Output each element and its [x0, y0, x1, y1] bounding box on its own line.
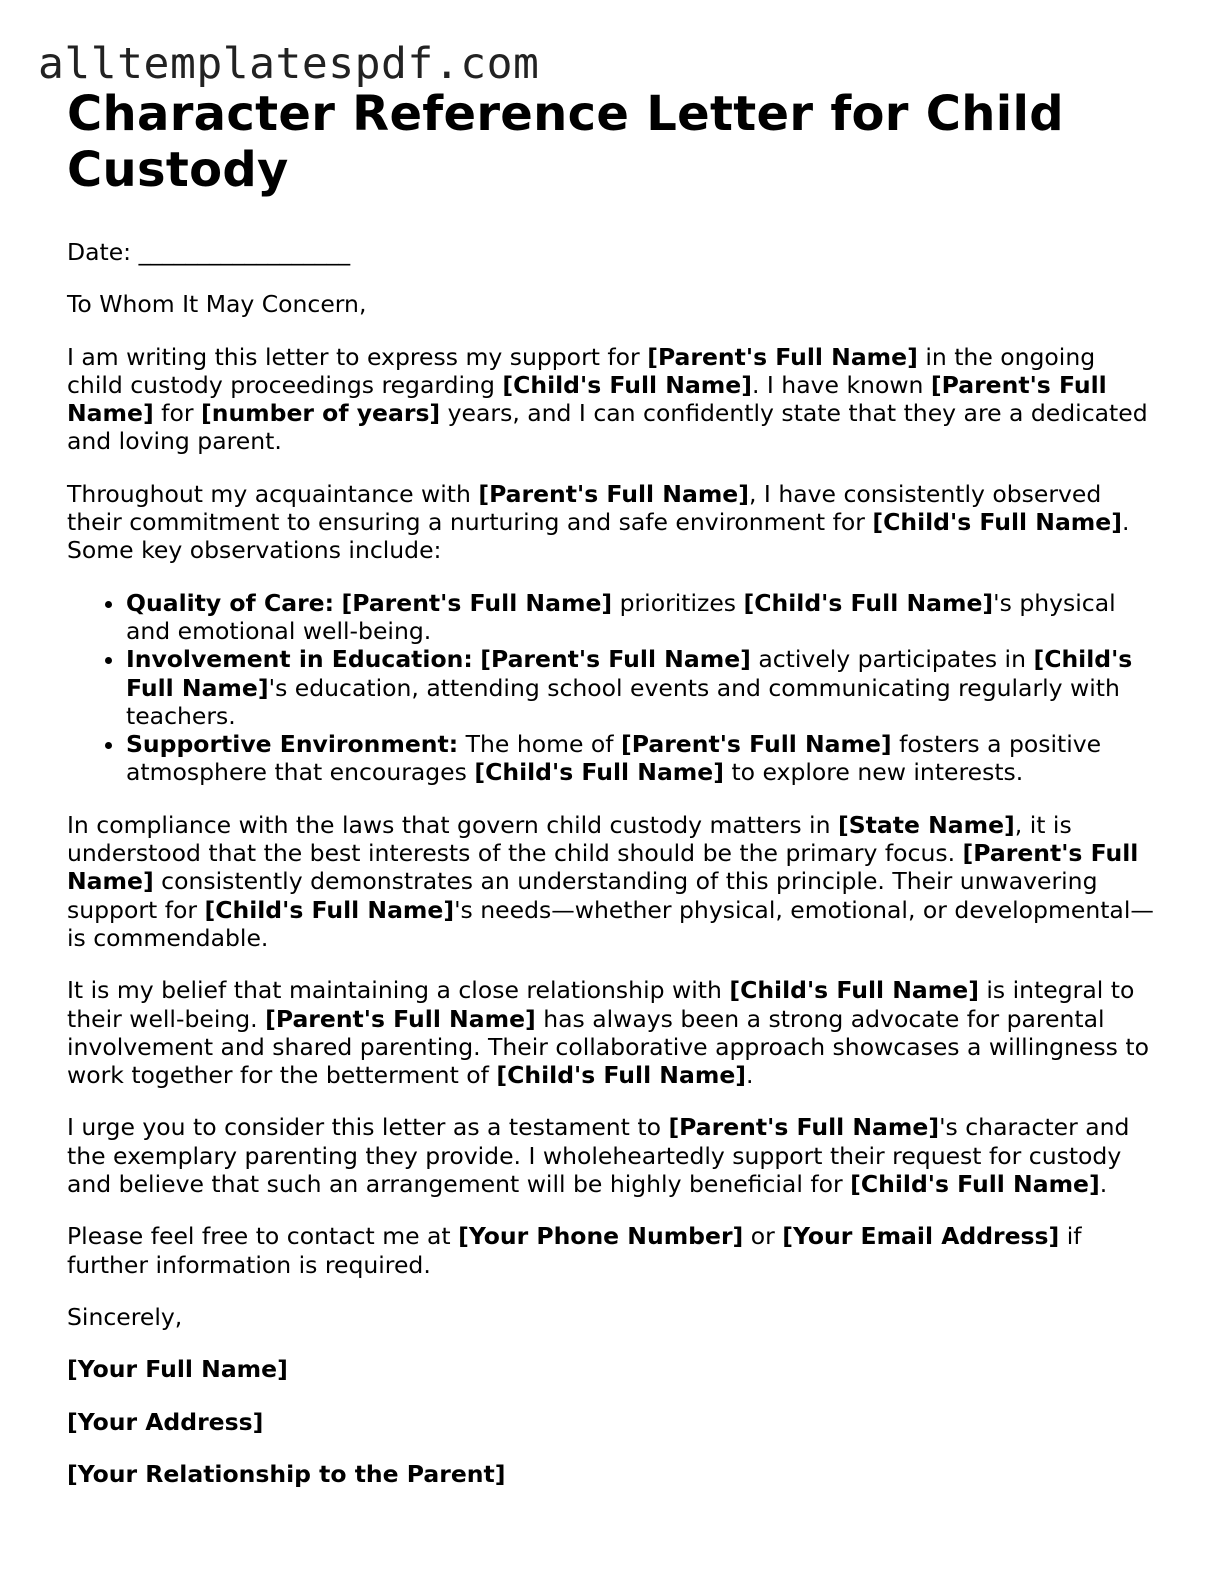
state-placeholder: [State Name] [837, 810, 1015, 839]
signature-relationship: [Your Relationship to the Parent] [67, 1459, 506, 1488]
date-line [67, 238, 1157, 266]
watermark-text: alltemplatespdf.com [38, 39, 540, 89]
parent-name-placeholder: [Parent's Full Name] [647, 342, 918, 371]
signature-name: [Your Full Name] [67, 1355, 288, 1384]
email-placeholder: [Your Email Address] [782, 1222, 1060, 1251]
list-item: • Involvement in Education: [Parent's Full Name] actively participates in [Child's Full Name]'s education, attending school events and communicating regularly with teachers. [126, 645, 1157, 730]
page-title: Character Reference Letter for Child Custody [67, 86, 1064, 198]
years-placeholder: [number of years] [200, 399, 441, 428]
paragraph-intro: I am writing this letter to express my support for [Parent's Full Name] in the ongoing child custody proceedings regarding [Child's Full Name]. I have known [Parent's Full Name] for [number of years] years, and I can confidently state that they are a dedicated and loving parent. [67, 342, 1148, 456]
signature-address: [Your Address] [67, 1407, 264, 1436]
bullet-heading: Involvement in Education: [126, 645, 473, 674]
paragraph-relationship: It is my belief that maintaining a close relationship with [Child's Full Name] is integral to their well-being. [Parent's Full Name] has always been a strong advocate for parental involvement and shared parenting. Their collaborative approach showcases a willingness to work together for the betterment of [Child's Full Name]. [67, 976, 1149, 1090]
date-blank: __________________ [138, 238, 351, 266]
parent-name-placeholder: [Parent's Full Name] [67, 370, 1107, 428]
paragraph-compliance: In compliance with the laws that govern child custody matters in [State Name], it is understood that the best interests of the child should be the primary focus. [Parent's Full Name] consistently demonstrates an understanding of this principle. Their unwavering support for [Child's Full Name]'s needs—whether physical, emotional, or developmental—is commendable. [67, 810, 1154, 952]
list-item: • Supportive Environment: The home of [Parent's Full Name] fosters a positive atmosphere that encourages [Child's Full Name] to explore new interests. [126, 730, 1157, 787]
salutation: To Whom It May Concern, [67, 290, 367, 319]
bullet-heading: Supportive Environment: [126, 730, 459, 759]
bullet-heading: Quality of Care: [126, 588, 334, 617]
list-item: • Quality of Care: [Parent's Full Name] prioritizes [Child's Full Name]'s physical and emotional well-being. [126, 589, 1157, 646]
parent-name-placeholder: [Parent's Full Name] [478, 479, 749, 508]
paragraph-testament: I urge you to consider this letter as a testament to [Parent's Full Name]'s character and the exemplary parenting they provide. I wholeheartedly support their request for custody and believe that such an arrangement will be highly beneficial for [Child's Full Name]. [67, 1113, 1130, 1199]
child-name-placeholder: [Child's Full Name] [502, 370, 752, 399]
child-name-placeholder: [Child's Full Name] [872, 508, 1122, 537]
paragraph-contact: Please feel free to contact me at [Your Phone Number] or [Your Email Address] if further information is required. [67, 1222, 1082, 1279]
observations-list [67, 589, 1157, 787]
closing: Sincerely, [67, 1302, 183, 1331]
date-label: Date: [67, 238, 132, 266]
letter-document [67, 86, 1157, 1488]
paragraph-observations: Throughout my acquaintance with [Parent's Full Name], I have consistently observed their commitment to ensuring a nurturing and safe environment for [Child's Full Name]. Some key observations include: [67, 479, 1130, 565]
phone-placeholder: [Your Phone Number] [458, 1222, 744, 1251]
